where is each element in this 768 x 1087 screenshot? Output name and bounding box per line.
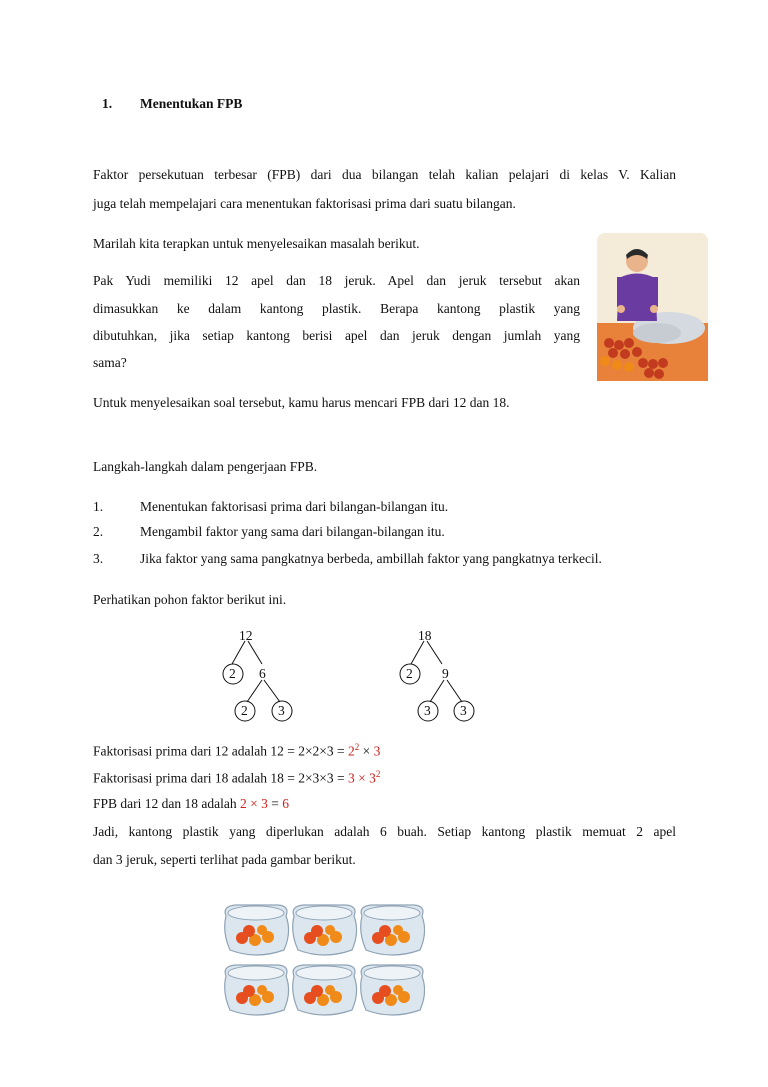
steps-heading: Langkah-langkah dalam pengerjaan FPB.	[93, 459, 318, 474]
step-number: 2.	[93, 524, 104, 539]
tree18-leaf: 2	[406, 666, 413, 681]
intro-line-2: juga telah mempelajari cara menentukan faktorisasi prima dari suatu bilangan.	[93, 196, 516, 211]
step-text: Menentukan faktorisasi prima dari bilangan-bilangan itu.	[140, 499, 449, 514]
tree-intro: Perhatikan pohon faktor berikut ini.	[93, 592, 287, 607]
conclusion-line-1: Jadi, kantong plastik yang diperlukan adalah 6 buah. Setiap kantong plastik memuat 2 apel	[93, 824, 676, 839]
factorization-12-text: Faktorisasi prima dari 12 adalah 12 = 2×2×3 =	[93, 743, 349, 759]
section-title: Menentukan FPB	[140, 96, 243, 111]
apply-text: Marilah kita terapkan untuk menyelesaikan masalah berikut.	[93, 236, 420, 251]
factorization-12-base: 2	[348, 743, 355, 759]
factorization-12-three: 3	[373, 743, 381, 759]
factorization-18-text: Faktorisasi prima dari 18 adalah 18 = 2×3×3 =	[93, 770, 349, 786]
tree12-leaf: 3	[278, 703, 285, 718]
section-number: 1.	[102, 96, 113, 111]
tree12-leaf: 2	[229, 666, 236, 681]
problem-line-4: sama?	[93, 355, 127, 370]
fpb-value: 6	[282, 796, 289, 811]
problem-line-3: dibutuhkan, jika setiap kantong berisi apel dan jeruk dengan jumlah yang	[93, 328, 580, 343]
tree18-mid: 9	[442, 666, 449, 681]
fpb-expression: 2 × 3	[239, 796, 268, 811]
fpb-equals: =	[267, 796, 283, 811]
intro-line-1: Faktor persekutuan terbesar (FPB) dari dua bilangan telah kalian pelajari di kelas V. Kalian	[93, 167, 676, 182]
conclusion-line-2: dan 3 jeruk, seperti terlihat pada gambar berikut.	[93, 852, 356, 867]
problem-line-1: Pak Yudi memiliki 12 apel dan 18 jeruk. Apel dan jeruk tersebut akan	[93, 273, 580, 288]
tree12-leaf: 2	[241, 703, 248, 718]
factorization-18	[93, 769, 380, 787]
factorization-12-exponent: 2	[354, 742, 360, 752]
tree18-leaf: 3	[424, 703, 431, 718]
tree18-root: 18	[418, 628, 432, 643]
tree12-mid: 6	[259, 666, 266, 681]
step-text: Mengambil faktor yang sama dari bilangan-bilangan itu.	[140, 524, 445, 539]
solve-hint: Untuk menyelesaikan soal tersebut, kamu harus mencari FPB dari 12 dan 18.	[93, 395, 510, 410]
step-text: Jika faktor yang sama pangkatnya berbeda, ambillah faktor yang pangkatnya terkecil.	[140, 551, 602, 566]
factorization-12-times: ×	[359, 743, 374, 759]
plastic-bags-illustration	[220, 900, 425, 1020]
tree18-leaf: 3	[460, 703, 467, 718]
factorization-18-exponent: 2	[375, 769, 381, 779]
step-number: 1.	[93, 499, 104, 514]
step-number: 3.	[93, 551, 104, 566]
fpb-result	[93, 796, 289, 812]
tree12-root: 12	[239, 628, 253, 643]
factorization-18-base: 3 × 3	[348, 770, 376, 786]
problem-line-2: dimasukkan ke dalam kantong plastik. Berapa kantong plastik yang	[93, 301, 580, 316]
fpb-text: FPB dari 12 dan 18 adalah	[93, 796, 240, 811]
factorization-12	[93, 742, 380, 760]
